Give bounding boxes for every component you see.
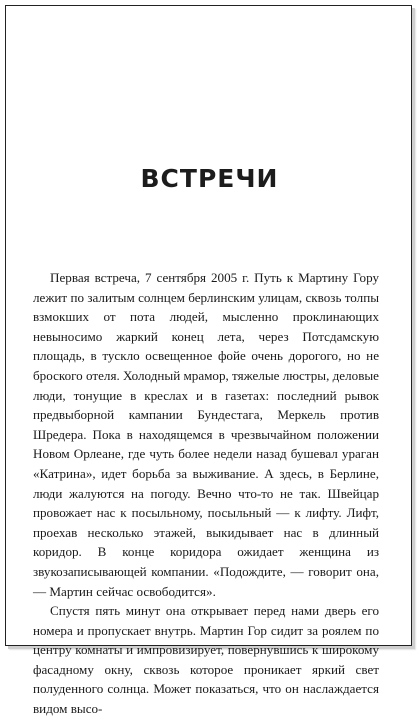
- paragraph: Первая встреча, 7 сентября 2005 г. Путь к Мартину Гору лежит по залитым солнцем берлинским улицам, сквозь толпы взмокших от пота людей, мысленно проклинающих невыносимо жаркий конец лета, через Потсдамскую площадь, в тускло освещенное фойе очень дорогого, но не броского отеля. Холодный мрамор, тяжелые люстры, деловые люди, тонущие в креслах и в газетах: последний рывок предвыборной кампании Бундестага, Меркель против Шредера. Пока в находящемся в чрезвычайном положении Новом Орлеане, где чуть более недели назад бушевал ураган «Катрина», идет борьба за выживание. А здесь, в Берлине, люди жалуются на погоду. Вечно что-то не так. Швейцар провожает нас к посыльному, посыльный — к лифту. Лифт, проехав несколько этажей, выкидывает нас в длинный коридор. В конце коридора ожидает женщина из звукозаписывающей компании. «Подождите, — говорит она, — Мартин сейчас освободится».: [33, 270, 379, 599]
- paragraph: Спустя пять минут она открывает перед нами дверь его номера и пропускает внутрь. Мартин Гор сидит за роялем по центру комнаты и импровизирует, повернувшись к широкому фасадному окну, сквозь которое проникает яркий свет полуденного солнца. Может показаться, что он наслаждается видом высо-: [33, 603, 379, 717]
- body-text: [33, 268, 379, 719]
- chapter-title: ВСТРЕЧИ: [140, 164, 279, 193]
- book-page: [5, 5, 412, 717]
